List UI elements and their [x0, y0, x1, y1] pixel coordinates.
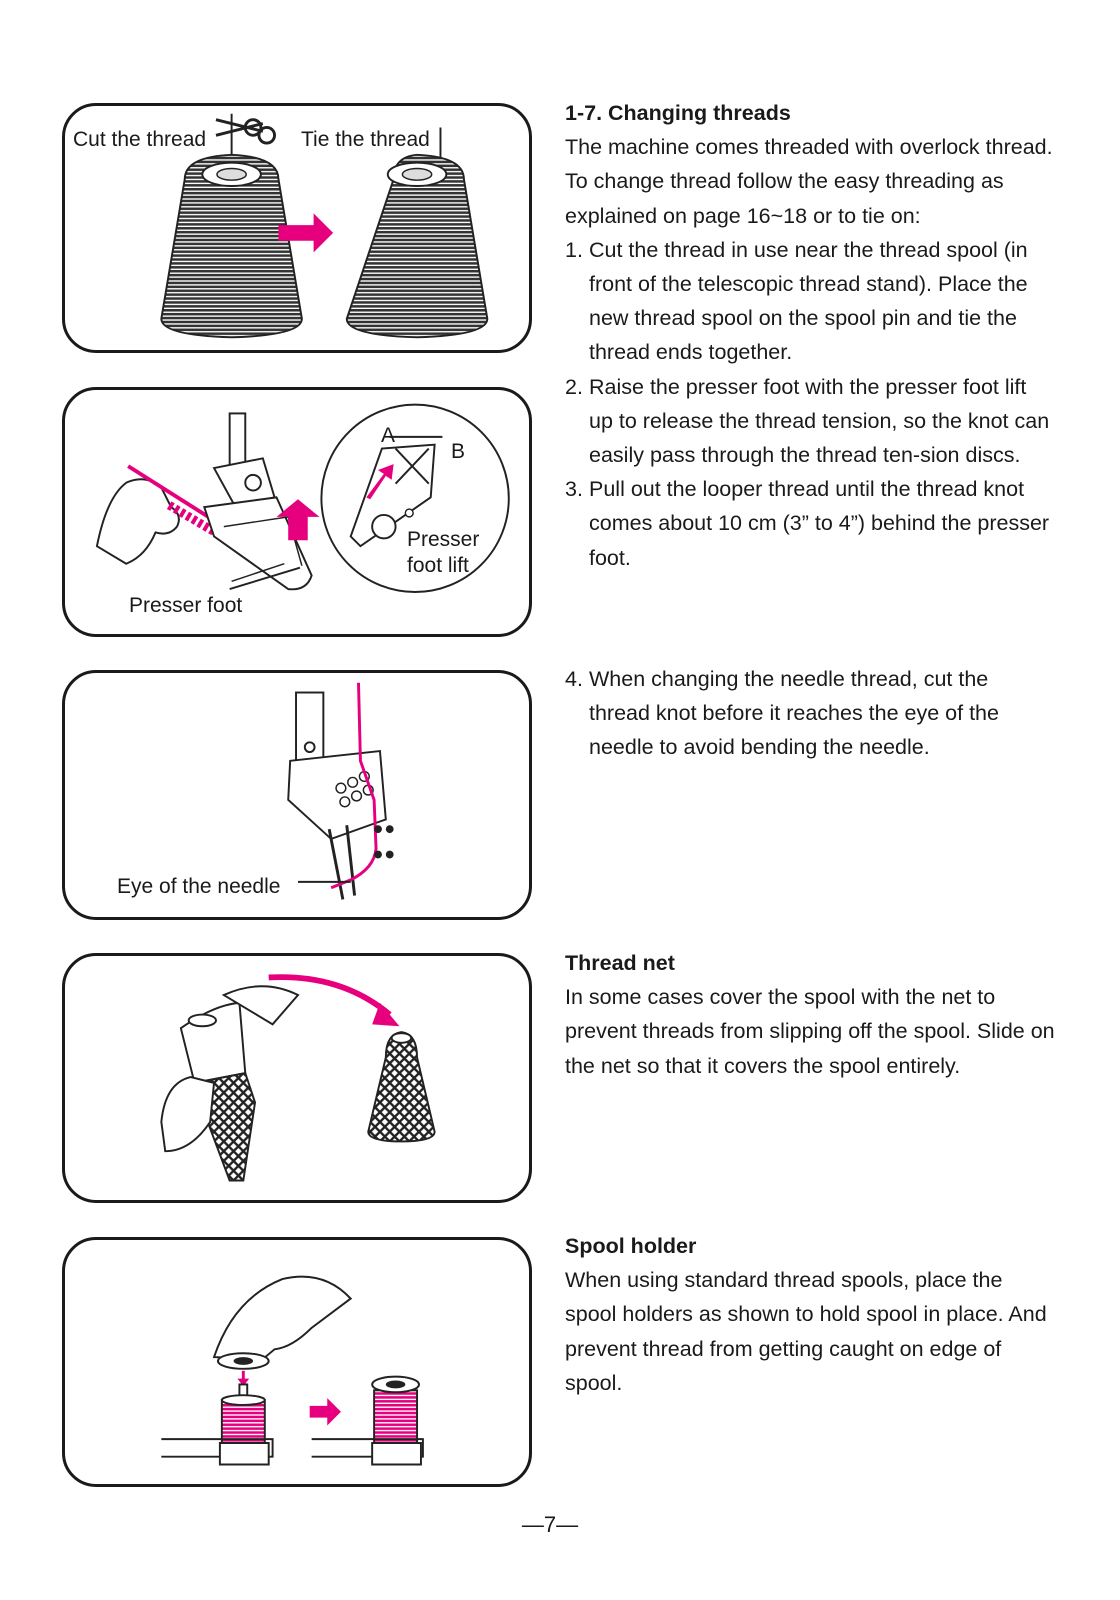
label-cut-thread: Cut the thread: [73, 128, 207, 151]
section-thread-net: [565, 946, 1055, 1083]
steps-list-continued: [565, 662, 1055, 765]
step-text: When changing the needle thread, cut the thread knot before it reaches the eye of the needle to avoid bending the needle.: [589, 667, 999, 760]
section-spool-holder: [565, 1229, 1055, 1400]
step-text: Pull out the looper thread until the thread knot comes about 10 cm (3” to 4”) behind the presser foot.: [589, 477, 1050, 570]
step-4: [565, 662, 1055, 765]
arrow-right-small-icon: [310, 1398, 341, 1425]
label-a: A: [381, 424, 396, 447]
figure-spool-holder: [62, 1237, 532, 1487]
label-b: B: [451, 440, 466, 463]
spool-holder-illustration: [65, 1240, 529, 1484]
step-1: [565, 233, 1055, 370]
page-number: —7—: [521, 1512, 579, 1537]
step-number: 2.: [565, 374, 583, 399]
label-eye-of-needle: Eye of the needle: [117, 875, 281, 898]
step-2: [565, 370, 1055, 473]
section-step-4: [565, 662, 1055, 765]
heading-thread-net: Thread net: [565, 951, 675, 975]
label-presser-foot-lift-1: Presser: [407, 528, 480, 551]
steps-list: [565, 233, 1055, 575]
figure-presser-foot: [62, 387, 532, 637]
step-text: Cut the thread in use near the thread spool (in front of the telescopic thread stand). Place the new thread spool on the spool pin and tie the thread ends together.: [589, 237, 1028, 365]
label-presser-foot: Presser foot: [129, 594, 243, 617]
thread-net-illustration: [65, 956, 529, 1200]
figure-eye-of-needle: [62, 670, 532, 920]
step-number: 4.: [565, 667, 583, 691]
heading-changing-threads: 1-7. Changing threads: [565, 101, 791, 125]
label-tie-thread: Tie the thread: [301, 128, 430, 151]
step-3: [565, 472, 1055, 575]
intro-paragraph: The machine comes threaded with overlock thread. To change thread follow the easy threading as explained on page 16~18 or to tie on:: [565, 135, 1053, 228]
label-presser-foot-lift-2: foot lift: [407, 554, 469, 577]
spool-holder-paragraph: When using standard thread spools, place the spool holders as shown to hold spool in place. And prevent thread from getting caught on edge of spool.: [565, 1268, 1047, 1395]
figure-cut-tie-thread: [62, 103, 532, 353]
scissors-icon: [216, 120, 275, 143]
thread-net-paragraph: In some cases cover the spool with the net to prevent threads from slipping off the spool. Slide on the net so that it covers the spool entirely.: [565, 985, 1055, 1078]
heading-spool-holder: Spool holder: [565, 1234, 697, 1258]
figure-thread-net: [62, 953, 532, 1203]
section-changing-threads: [565, 96, 1055, 575]
step-text: Raise the presser foot with the presser foot lift up to release the thread tension, so the knot can easily pass through the thread ten-sion discs.: [589, 374, 1050, 468]
step-number: 1.: [565, 237, 583, 262]
step-number: 3.: [565, 477, 583, 502]
